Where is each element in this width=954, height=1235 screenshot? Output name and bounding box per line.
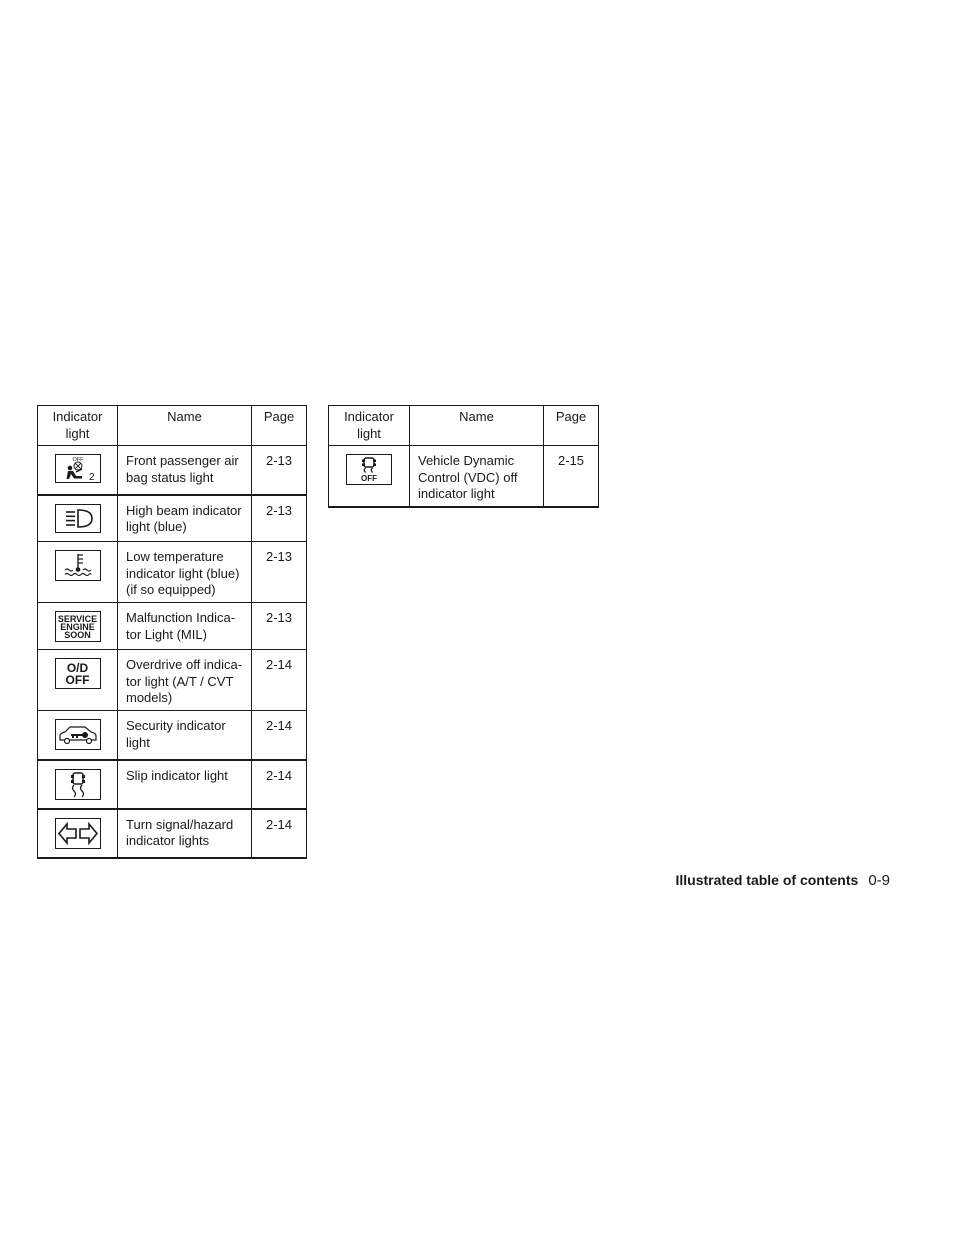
indicator-name: Front passenger air bag status light — [118, 446, 252, 495]
service-engine-soon-icon — [55, 611, 101, 642]
indicator-page: 2-13 — [252, 495, 307, 542]
indicator-page: 2-13 — [252, 446, 307, 495]
header-name: Name — [410, 406, 544, 446]
indicator-table-left — [37, 405, 307, 859]
slip-icon — [55, 769, 101, 800]
low-temperature-icon — [55, 550, 101, 581]
indicator-page: 2-14 — [252, 760, 307, 809]
table-row — [38, 809, 307, 858]
indicator-name: Slip indicator light — [118, 760, 252, 809]
indicator-page: 2-13 — [252, 542, 307, 603]
indicator-page: 2-13 — [252, 603, 307, 650]
turn-signal-arrows-icon — [55, 818, 101, 849]
indicator-page: 2-15 — [544, 446, 599, 507]
indicator-name: Security indicator light — [118, 711, 252, 760]
icon-text-od: O/D — [66, 661, 89, 675]
od-off-icon — [55, 658, 101, 689]
page-number: 0-9 — [868, 872, 890, 889]
indicator-page: 2-14 — [252, 650, 307, 711]
indicator-name: Vehicle Dynamic Control (VDC) off indicator light — [410, 446, 544, 507]
indicator-name: Malfunction Indica-tor Light (MIL) — [118, 603, 252, 650]
section-title: Illustrated table of contents — [675, 872, 859, 888]
airbag-seat-number: 2 — [88, 472, 95, 482]
high-beam-icon — [55, 504, 101, 533]
header-page: Page — [544, 406, 599, 446]
icon-text-off: OFF — [65, 673, 90, 687]
table-row — [38, 542, 307, 603]
indicator-name: Overdrive off indica-tor light (A/T / CVT models) — [118, 650, 252, 711]
table-row — [329, 446, 599, 507]
indicator-name: Low temperature indicator light (blue) (if so equipped) — [118, 542, 252, 603]
table-row — [38, 711, 307, 760]
icon-text-service: SERVICE — [57, 614, 98, 624]
icon-text-soon: SOON — [64, 630, 91, 640]
header-name: Name — [118, 406, 252, 446]
passenger-airbag-off-icon — [55, 454, 101, 483]
airbag-off-label: OFF — [72, 457, 83, 463]
header-indicator: Indicator light — [38, 406, 118, 446]
indicator-page: 2-14 — [252, 711, 307, 760]
security-car-key-icon — [55, 719, 101, 750]
indicator-page: 2-14 — [252, 809, 307, 858]
page-footer — [600, 872, 890, 889]
table-row — [38, 603, 307, 650]
indicator-name: High beam indicator light (blue) — [118, 495, 252, 542]
indicator-name: Turn signal/hazard indicator lights — [118, 809, 252, 858]
vdc-off-icon — [346, 454, 392, 485]
table-row — [38, 650, 307, 711]
header-indicator: Indicator light — [329, 406, 410, 446]
header-page: Page — [252, 406, 307, 446]
indicator-table-right — [328, 405, 599, 508]
icon-text-engine: ENGINE — [60, 622, 95, 632]
table-row — [38, 760, 307, 809]
icon-text-vdc-off: OFF — [361, 474, 377, 483]
table-row — [38, 446, 307, 495]
table-row — [38, 495, 307, 542]
